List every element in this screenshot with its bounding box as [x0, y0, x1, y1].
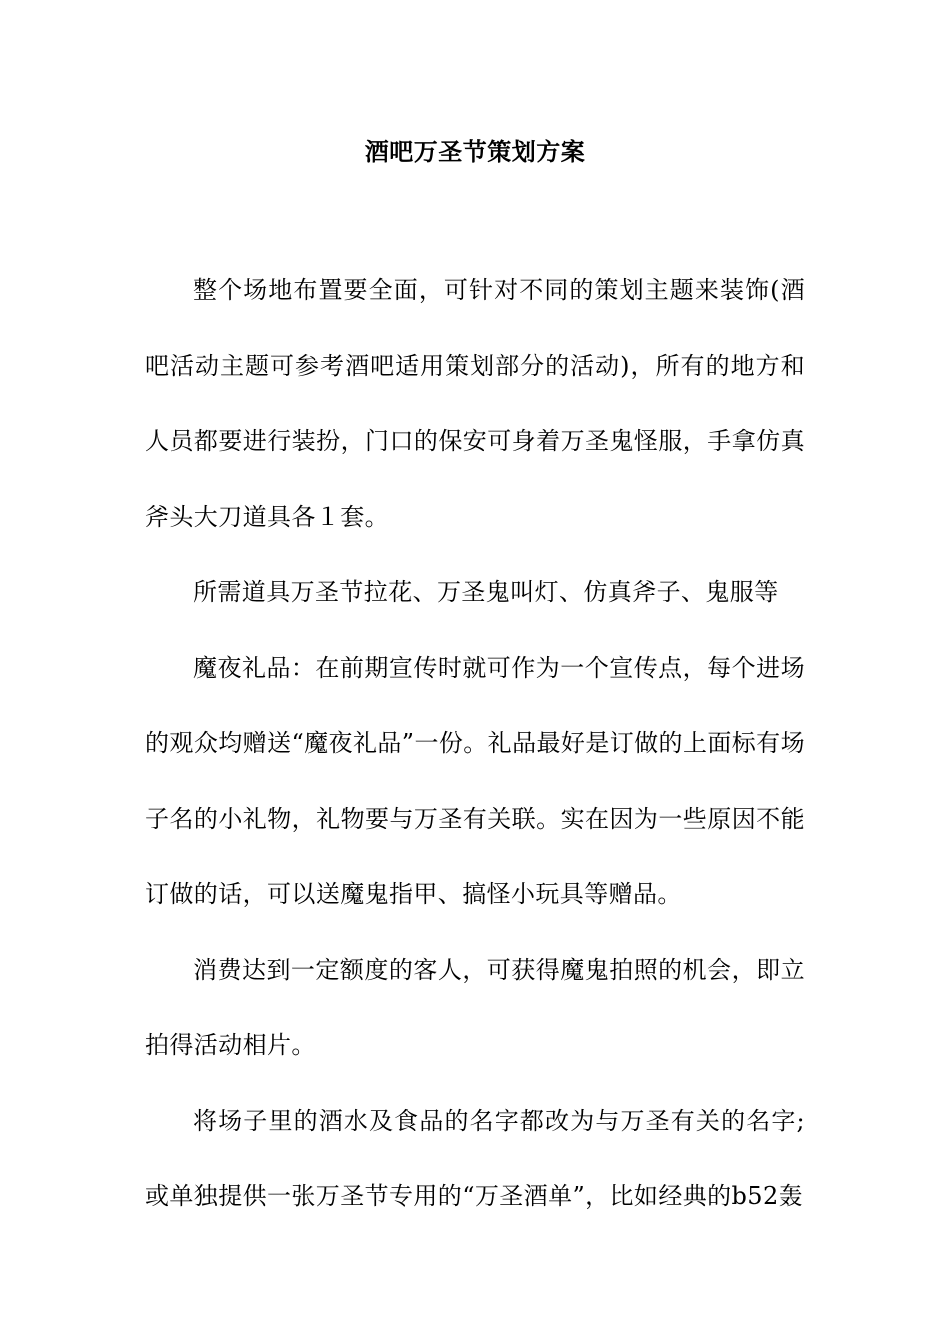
paragraph-menu: 将场子里的酒水及食品的名字都改为与万圣有关的名字;或单独提供一张万圣节专用的“万圣酒单”，比如经典的b52轰 — [145, 1106, 805, 1210]
document-title: 酒吧万圣节策划方案 — [364, 137, 586, 166]
document-body — [145, 253, 805, 1235]
paragraph-props: 所需道具万圣节拉花、万圣鬼叫灯、仿真斧子、鬼服等 — [193, 578, 779, 606]
paragraph-photo: 消费达到一定额度的客人，可获得魔鬼拍照的机会，即立拍得活动相片。 — [145, 955, 805, 1059]
paragraph-venue-decoration: 整个场地布置要全面，可针对不同的策划主题来装饰(酒吧活动主题可参考酒吧适用策划部分的活动)，所有的地方和人员都要进行装扮，门口的保安可身着万圣鬼怪服，手拿仿真斧头大刀道具各１套。 — [145, 276, 805, 531]
paragraph-gifts: 魔夜礼品：在前期宣传时就可作为一个宣传点，每个进场的观众均赠送“魔夜礼品”一份。礼品最好是订做的上面标有场子名的小礼物，礼物要与万圣有关联。实在因为一些原因不能订做的话，可以送魔鬼指甲、搞怪小玩具等赠品。 — [145, 653, 805, 908]
